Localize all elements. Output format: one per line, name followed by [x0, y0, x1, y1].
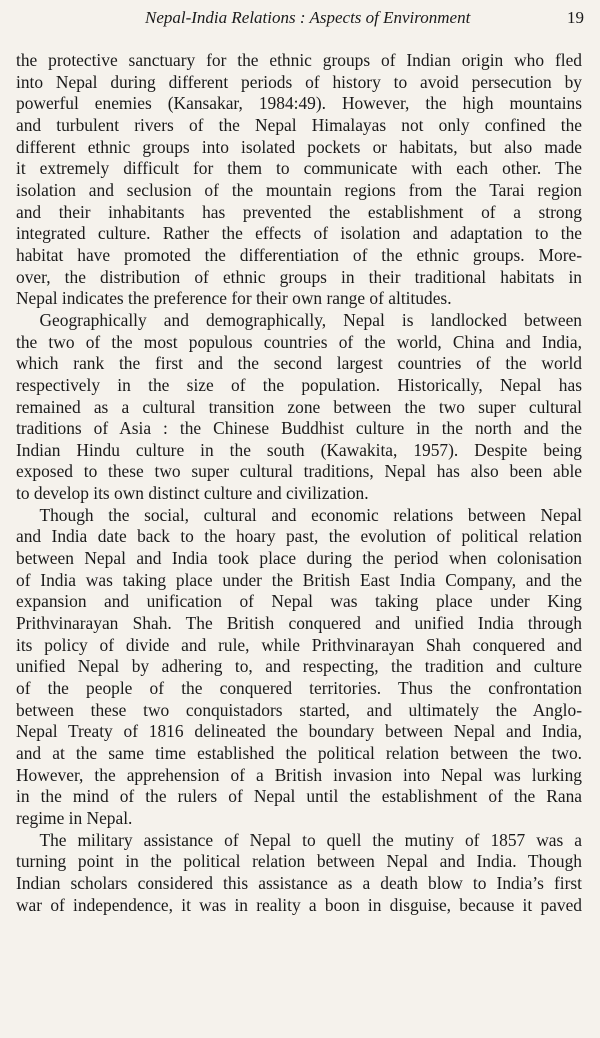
text-line: exposed to these two super cultural traditions, Nepal has also been able — [16, 461, 582, 482]
text-line: remained as a cultural transition zone between the two super cultural — [16, 396, 582, 417]
paragraph — [16, 50, 582, 310]
text-line: and India date back to the hoary past, the evolution of political relation — [16, 526, 582, 547]
text-line: to develop its own distinct culture and civilization. — [16, 483, 369, 504]
running-title: Nepal-India Relations : Aspects of Environment — [145, 8, 471, 27]
text-line: the two of the most populous countries of the world, China and India, — [16, 331, 582, 352]
text-line: Though the social, cultural and economic relations between Nepal — [39, 504, 582, 525]
text-line: war of independence, it was in reality a boon in disguise, because it paved — [16, 894, 582, 915]
paragraph — [16, 505, 582, 830]
text-line: Prithvinarayan Shah. The British conquered and unified India through — [16, 613, 582, 634]
text-line: into Nepal during different periods of history to avoid persecution by — [16, 71, 582, 92]
text-line: Nepal Treaty of 1816 delineated the boundary between Nepal and India, — [16, 721, 582, 742]
text-line: regime in Nepal. — [16, 807, 133, 828]
text-line: Indian Hindu culture in the south (Kawakita, 1957). Despite being — [16, 439, 582, 460]
text-line: Geographically and demographically, Nepal is landlocked between — [39, 309, 582, 330]
text-line: unified Nepal by adhering to, and respecting, the tradition and culture — [16, 656, 582, 677]
text-line: and at the same time established the political relation between the two. — [16, 743, 582, 763]
page-number: 19 — [567, 8, 584, 27]
text-line: it extremely difficult for them to communicate with each other. The — [16, 158, 582, 179]
text-line: its policy of divide and rule, while Prithvinarayan Shah conquered and — [16, 634, 582, 655]
text-line: respectively in the size of the population. Historically, Nepal has — [16, 374, 582, 395]
running-header — [145, 6, 584, 30]
text-line: Nepal indicates the preference for their own range of altitudes. — [16, 288, 452, 309]
text-line: Indian scholars considered this assistance as a death blow to India’s first — [16, 872, 582, 893]
text-line: habitat have promoted the differentiation of the ethnic groups. More- — [16, 244, 582, 265]
text-line: between Nepal and India took place during the period when colonisation — [16, 548, 582, 569]
text-line: between these two conquistadors started, and ultimately the Anglo- — [16, 699, 582, 720]
paragraph — [16, 310, 582, 505]
text-line: of the people of the conquered territories. Thus the confrontation — [16, 678, 582, 699]
text-line: integrated culture. Rather the effects of isolation and adaptation to the — [16, 223, 582, 244]
text-line: in the mind of the rulers of Nepal until the establishment of the Rana — [16, 786, 582, 807]
text-line: different ethnic groups into isolated pockets or habitats, but also made — [16, 136, 582, 157]
text-line: of India was taking place under the British East India Company, and the — [16, 569, 582, 590]
text-line: powerful enemies (Kansakar, 1984:49). However, the high mountains — [16, 93, 582, 114]
text-line: turning point in the political relation between Nepal and India. Though — [16, 851, 582, 872]
text-line: and turbulent rivers of the Nepal Himalayas not only confined the — [16, 114, 582, 135]
text-line: expansion and unification of Nepal was taking place under King — [16, 591, 582, 612]
text-line: the protective sanctuary for the ethnic groups of Indian origin who fled — [16, 50, 582, 70]
text-line: over, the distribution of ethnic groups in their traditional habitats in — [16, 266, 582, 287]
text-line: and their inhabitants has prevented the establishment of a strong — [16, 201, 582, 222]
paragraph — [16, 830, 582, 917]
text-line: which rank the first and the second largest countries of the world — [16, 353, 582, 374]
text-line: isolation and seclusion of the mountain regions from the Tarai region — [16, 179, 582, 200]
text-line: However, the apprehension of a British invasion into Nepal was lurking — [16, 764, 582, 785]
text-line: traditions of Asia : the Chinese Buddhist culture in the north and the — [16, 418, 582, 439]
text-line: The military assistance of Nepal to quell the mutiny of 1857 was a — [39, 829, 582, 850]
body-text — [16, 50, 582, 916]
